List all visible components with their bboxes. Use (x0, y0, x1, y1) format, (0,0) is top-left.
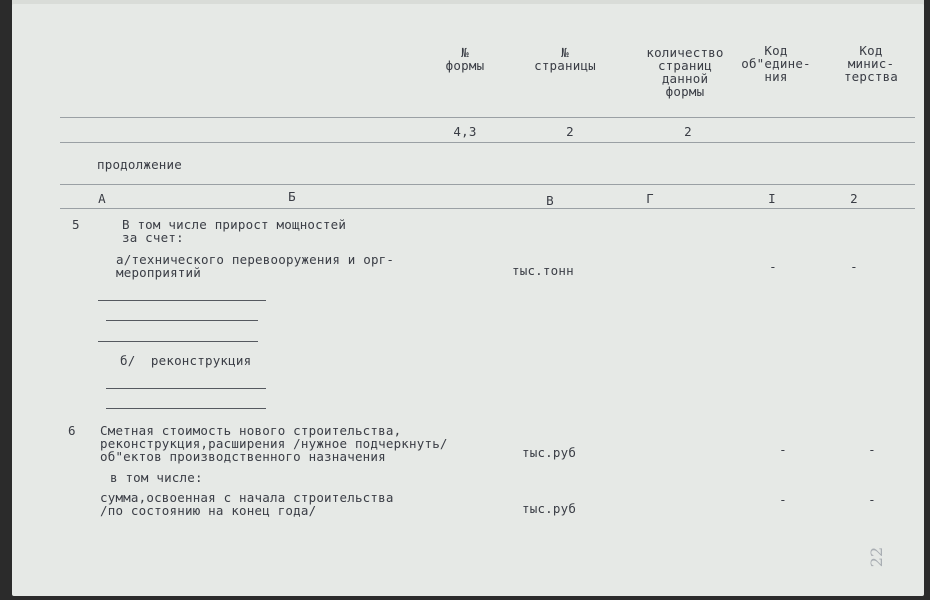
row-5-number: 5 (72, 217, 80, 232)
margin-page-number: 22 (867, 546, 886, 568)
row-5a-text: а/технического перевооружения и орг- мероприятий (116, 252, 395, 280)
form-number-value: 4,3 (453, 124, 477, 139)
row-6-unit: тыс.руб (522, 445, 577, 460)
blank-line (106, 320, 258, 321)
form-number-header: № формы (445, 45, 485, 73)
row-6-text: Сметная стоимость нового строительства, реконструкция,расширения /нужное подчеркнуть/ об"ектов производственного назначения (100, 423, 448, 464)
row-6-sub-value-2: - (868, 492, 876, 507)
column-a: А (98, 191, 106, 206)
row-5a-value-2: - (850, 259, 858, 274)
row-5b-text: б/ реконструкция (120, 353, 252, 368)
row-5-text: В том числе прирост мощностей за счет: (122, 217, 347, 245)
association-code-header: Код об"едине- ния (741, 43, 811, 84)
blank-line (98, 300, 266, 301)
columns-bottom-rule (60, 208, 915, 209)
column-b: Б (288, 189, 296, 204)
column-1: I (768, 191, 776, 206)
blank-line (106, 388, 266, 389)
row-6-number: 6 (68, 423, 76, 438)
page-number-value: 2 (566, 124, 574, 139)
row-6-sub-unit: тыс.руб (522, 501, 577, 516)
blank-line (106, 408, 266, 409)
values-rule (60, 142, 915, 143)
row-6-including: в том числе: (110, 470, 203, 485)
columns-top-rule (60, 184, 915, 185)
row-6-sub-text: сумма,освоенная с начала строительства /по состоянию на конец года/ (100, 490, 394, 518)
pages-count-header: количество страниц данной формы (646, 45, 724, 99)
row-6-sub-value-1: - (779, 492, 787, 507)
blank-line (98, 341, 258, 342)
row-6-value-1: - (779, 442, 787, 457)
column-v: В (546, 193, 554, 208)
row-5a-value-1: - (769, 259, 777, 274)
header-rule (60, 117, 915, 118)
column-g: Г (646, 191, 654, 206)
column-2: 2 (850, 191, 858, 206)
row-6-value-2: - (868, 442, 876, 457)
ministry-code-header: Код минис- терства (843, 43, 899, 84)
row-5a-unit: тыс.тонн (512, 263, 574, 278)
pages-count-value: 2 (684, 124, 692, 139)
page-number-header: № страницы (534, 45, 596, 73)
continuation-label: продолжение (97, 157, 182, 172)
